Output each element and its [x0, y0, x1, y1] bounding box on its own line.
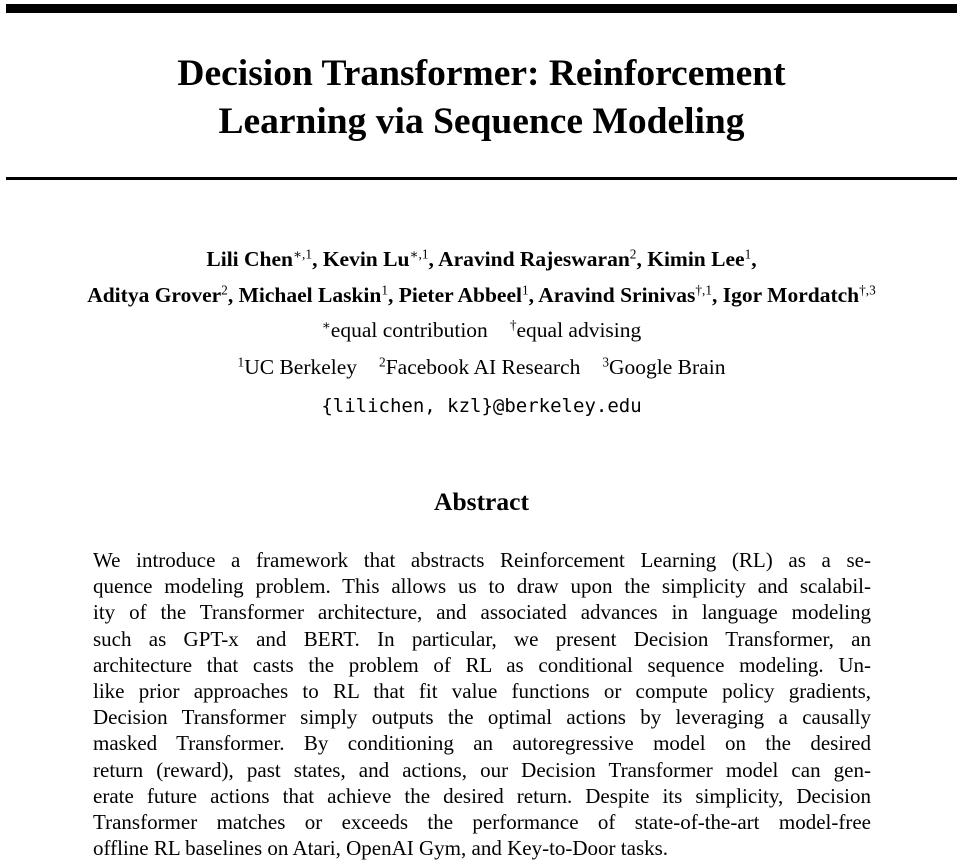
abstract-line: We introduce a framework that abstracts Reinforcement Learning (RL) as a se-	[93, 548, 871, 572]
top-rule	[6, 4, 957, 13]
equal-advising-text: equal advising	[516, 318, 642, 342]
paper-title	[0, 50, 963, 146]
abstract-heading: Abstract	[434, 487, 529, 516]
author: Kevin $Lu^{∗,1}$,	[322, 246, 439, 271]
author: Aravind Rajeswaran$^2$,	[438, 246, 648, 271]
affiliation: Facebook AI Research	[385, 355, 581, 379]
abstract-line: Transformer matches or exceeds the performance of state-of-the-art model-free	[93, 809, 871, 834]
abstract-line: ity of the Transformer architecture, and associated advances in language modeling	[93, 600, 871, 625]
affiliation: Google Brain	[609, 355, 726, 379]
author: Aditya Grover$^2$,	[87, 282, 239, 307]
contribution-note	[0, 315, 963, 345]
affiliation: UC Berkeley	[244, 355, 358, 379]
equal-contribution-mark: ∗	[321, 317, 331, 333]
title-line-1: Decision Transformer: Reinforcement	[177, 53, 786, 94]
title-line-2: Learning via Sequence Modeling	[218, 101, 745, 142]
abstract-line: offline RL baselines on Atari, OpenAI Gym, and Key-to-Door tasks.	[93, 836, 669, 861]
abstract-line: quence modeling problem. This allows us to draw upon the simplicity and scalabil-	[93, 574, 871, 599]
author: Lili Chen$^{∗,1}$,	[206, 246, 323, 271]
author: Igor Mordatch$^{\dagger,3}$	[722, 282, 876, 307]
bottom-rule	[6, 177, 957, 180]
author-line-1	[0, 241, 963, 277]
author-line-2	[0, 277, 963, 313]
abstract-line: like prior approaches to RL that fit value functions or compute policy gradients,	[93, 678, 871, 703]
author: Pieter Abbeel$^1$,	[398, 282, 539, 307]
abstract-line: erate future actions that achieve the desired return. Despite its simplicity, Decision	[93, 783, 871, 808]
affiliations: $^1$UC Berkeley $^2$Facebook AI Research $^3$Google Brain	[237, 354, 726, 379]
abstract-line: masked Transformer. By conditioning an autoregressive model on the desired	[93, 731, 871, 756]
equal-advising-mark: †	[509, 317, 517, 333]
abstract-line: return (reward), past states, and actions, our Decision Transformer model can gen-	[93, 757, 871, 782]
author: Kimin Lee$^1$,	[647, 246, 757, 271]
author: Aravind Srinivas$^{\dagger,1}$,	[538, 282, 723, 307]
contact-email: {lilichen, kzl}@berkeley.edu	[321, 395, 642, 417]
abstract-line: architecture that casts the problem of RL as conditional sequence modeling. Un-	[93, 652, 871, 677]
author: Michael Laskin$^1$,	[238, 282, 399, 307]
abstract-body	[93, 547, 871, 861]
author-list	[0, 241, 963, 313]
equal-contribution-text: equal contribution	[330, 318, 488, 342]
abstract-line: such as GPT-x and BERT. In particular, we present Decision Transformer, an	[93, 626, 871, 651]
abstract-line: Decision Transformer simply outputs the optimal actions by leveraging a causally	[93, 705, 871, 730]
